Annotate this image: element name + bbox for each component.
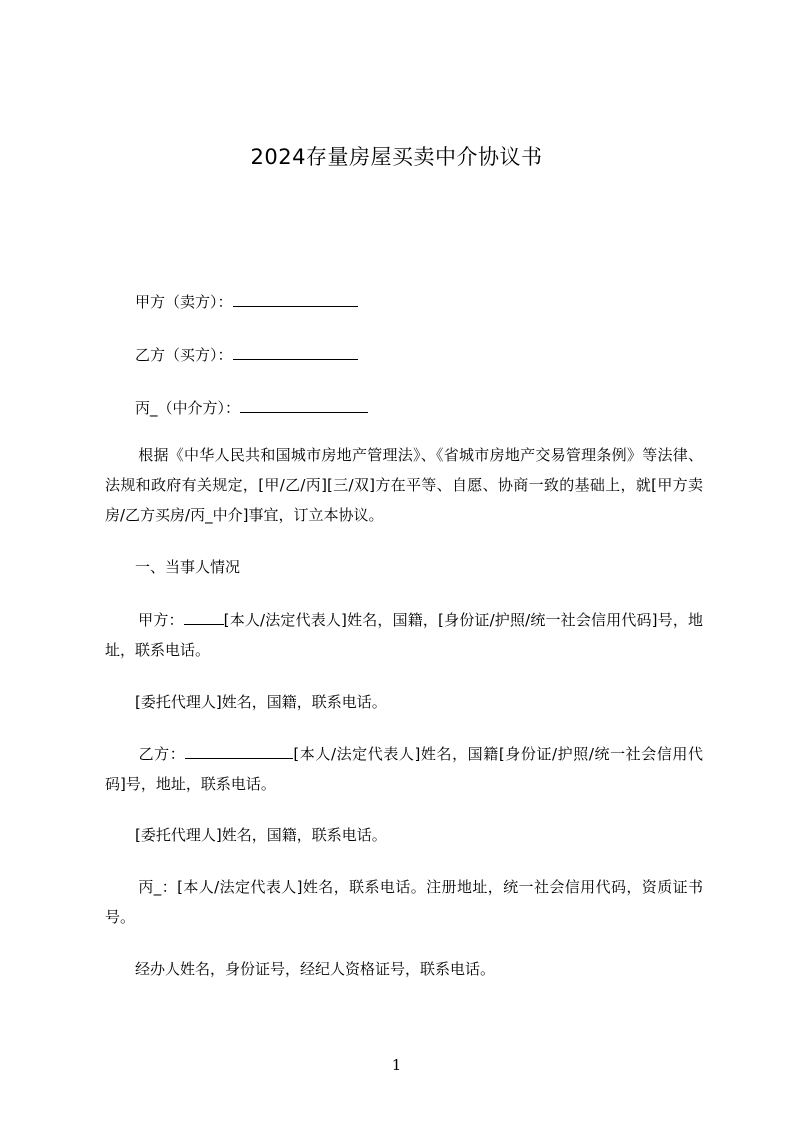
- party-a-paragraph: [105, 605, 703, 665]
- party-a-prefix: 甲方：: [138, 611, 184, 629]
- intro-text: 根据《中华人民共和国城市房地产管理法》、《省城市房地产交易管理条例》等法律、法规和政府有关规定，[甲/乙/丙][三/双]方在平等、自愿、协商一致的基础上，就[甲方卖房/乙方买房/丙_中介]事宜，订立本协议。: [105, 446, 703, 524]
- agent-b-text: [委托代理人]姓名，国籍，联系电话。: [135, 826, 387, 844]
- seller-blank: [233, 294, 358, 307]
- page-number: 1: [391, 1056, 402, 1074]
- agency-line: [105, 393, 705, 423]
- document-title: 2024存量房屋买卖中介协议书: [250, 145, 543, 169]
- buyer-blank: [233, 347, 358, 360]
- handler-text: 经办人姓名，身份证号，经纪人资格证号，联系电话。: [135, 960, 496, 978]
- agent-a-text: [委托代理人]姓名，国籍，联系电话。: [135, 693, 387, 711]
- agency-blank: [240, 400, 368, 413]
- agent-a-line: [105, 687, 705, 717]
- handler-line: [105, 954, 705, 984]
- section-heading: [105, 552, 705, 582]
- party-b-blank: [185, 746, 293, 759]
- party-b-paragraph: [105, 739, 703, 799]
- party-b-text: [本人/法定代表人]姓名，国籍[身份证/护照/统一社会信用代码]号，地址，联系电话。: [105, 745, 703, 793]
- party-a-blank: [184, 612, 224, 625]
- agent-b-line: [105, 820, 705, 850]
- seller-line: [105, 287, 705, 317]
- seller-label: 甲方（卖方）：: [135, 293, 233, 311]
- party-c-text: 丙_：[本人/法定代表人]姓名，联系电话。注册地址，统一社会信用代码，资质证书号。: [105, 878, 703, 926]
- agency-label: 丙_（中介方）：: [135, 399, 241, 417]
- section1-heading: 一、当事人情况: [135, 558, 241, 576]
- party-c-paragraph: [105, 872, 703, 932]
- party-a-text: [本人/法定代表人]姓名，国籍，[身份证/护照/统一社会信用代码]号，地址，联系电话。: [105, 611, 703, 659]
- buyer-line: [105, 340, 705, 370]
- party-b-prefix: 乙方：: [138, 745, 186, 763]
- buyer-label: 乙方（买方）：: [135, 346, 233, 364]
- intro-paragraph: [105, 440, 703, 530]
